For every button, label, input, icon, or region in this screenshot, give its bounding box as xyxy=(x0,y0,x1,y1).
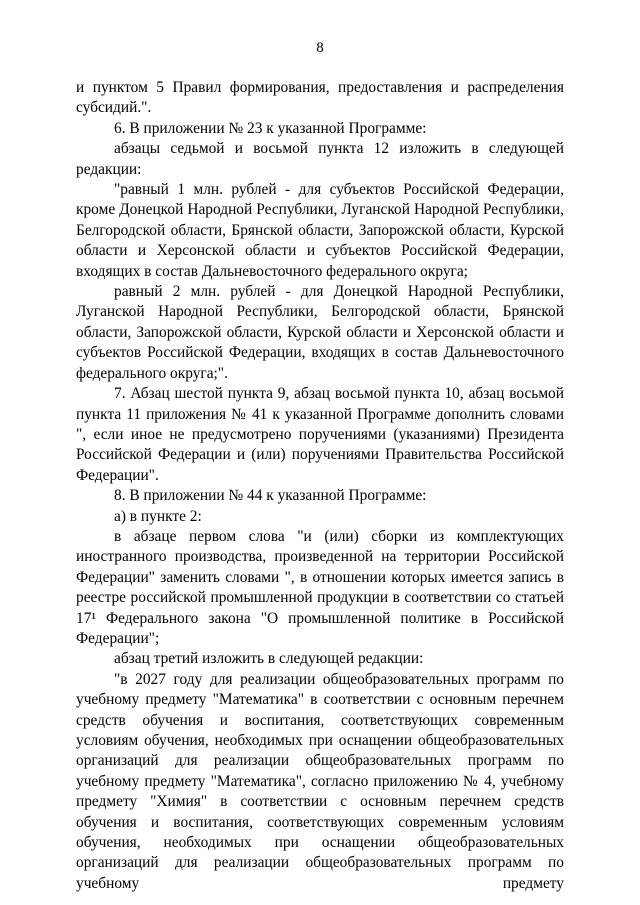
paragraph-item-8a-third: абзац третий изложить в следующей редакции: xyxy=(114,650,424,668)
paragraph-item-8: 8. В приложении № 44 к указанной Программе: xyxy=(114,487,427,505)
paragraph-continuation: и пунктом 5 Правил формирования, предоставления и распределения субсидий.". xyxy=(76,79,564,117)
page-number: 8 xyxy=(316,40,324,56)
paragraph-item-7: 7. Абзац шестой пункта 9, абзац восьмой пункта 10, абзац восьмой пункта 11 приложения № 41 к указанной Программе дополнить словами ", если иное не предусмотрено поручениями (указаниями) Президента Российской Федерации и (или) поручениями Правительства Российской Федерации". xyxy=(76,385,564,484)
paragraph-quote-1mln: "равный 1 млн. рублей - для субъектов Российской Федерации, кроме Донецкой Народной Республики, Луганской Народной Республики, Белгородской области, Брянской области, Запорожской области, Курской области и Херсонской области и субъектов Российской Федерации, входящих в состав Дальневосточного федерального округа; xyxy=(76,181,564,280)
paragraph-item-6-intro: абзацы седьмой и восьмой пункта 12 изложить в следующей редакции: xyxy=(76,140,564,178)
paragraph-quote-2027: "в 2027 году для реализации общеобразовательных программ по учебному предмету "Математика" в соответствии с основным перечнем средств обучения и воспитания, соответствующих современным условиям обучения, необходимых при оснащении общеобразовательных организаций для реализации общеобразовательных программ по учебному предмету "Математика", согласно приложению № 4, учебному предмету "Химия" в соответствии с основным перечнем средств обучения и воспитания, соответствующих современным условиям обучения, необходимых при оснащении общеобразовательных организаций для реализации общеобразовательных программ по учебному предмету xyxy=(76,670,564,892)
paragraph-item-8a: а) в пункте 2: xyxy=(114,507,202,525)
paragraph-item-8a-first: в абзаце первом слова "и (или) сборки из комплектующих иностранного производства, произведенной на территории Российской Федерации" заменить словами ", в отношении которых имеется запись в реестре российской промышленной продукции в соответствии со статьей 17¹ Федерального закона "О промышленной политике в Российской Федерации"; xyxy=(76,527,564,647)
paragraph-item-6: 6. В приложении № 23 к указанной Программе: xyxy=(114,119,427,137)
document-body xyxy=(76,78,564,894)
paragraph-quote-2mln: равный 2 млн. рублей - для Донецкой Народной Республики, Луганской Народной Республики, Белгородской области, Брянской области, Запорожской области, Курской области и Херсонской области и субъектов Российской Федерации, входящих в состав Дальневосточного федерального округа;". xyxy=(76,283,564,382)
